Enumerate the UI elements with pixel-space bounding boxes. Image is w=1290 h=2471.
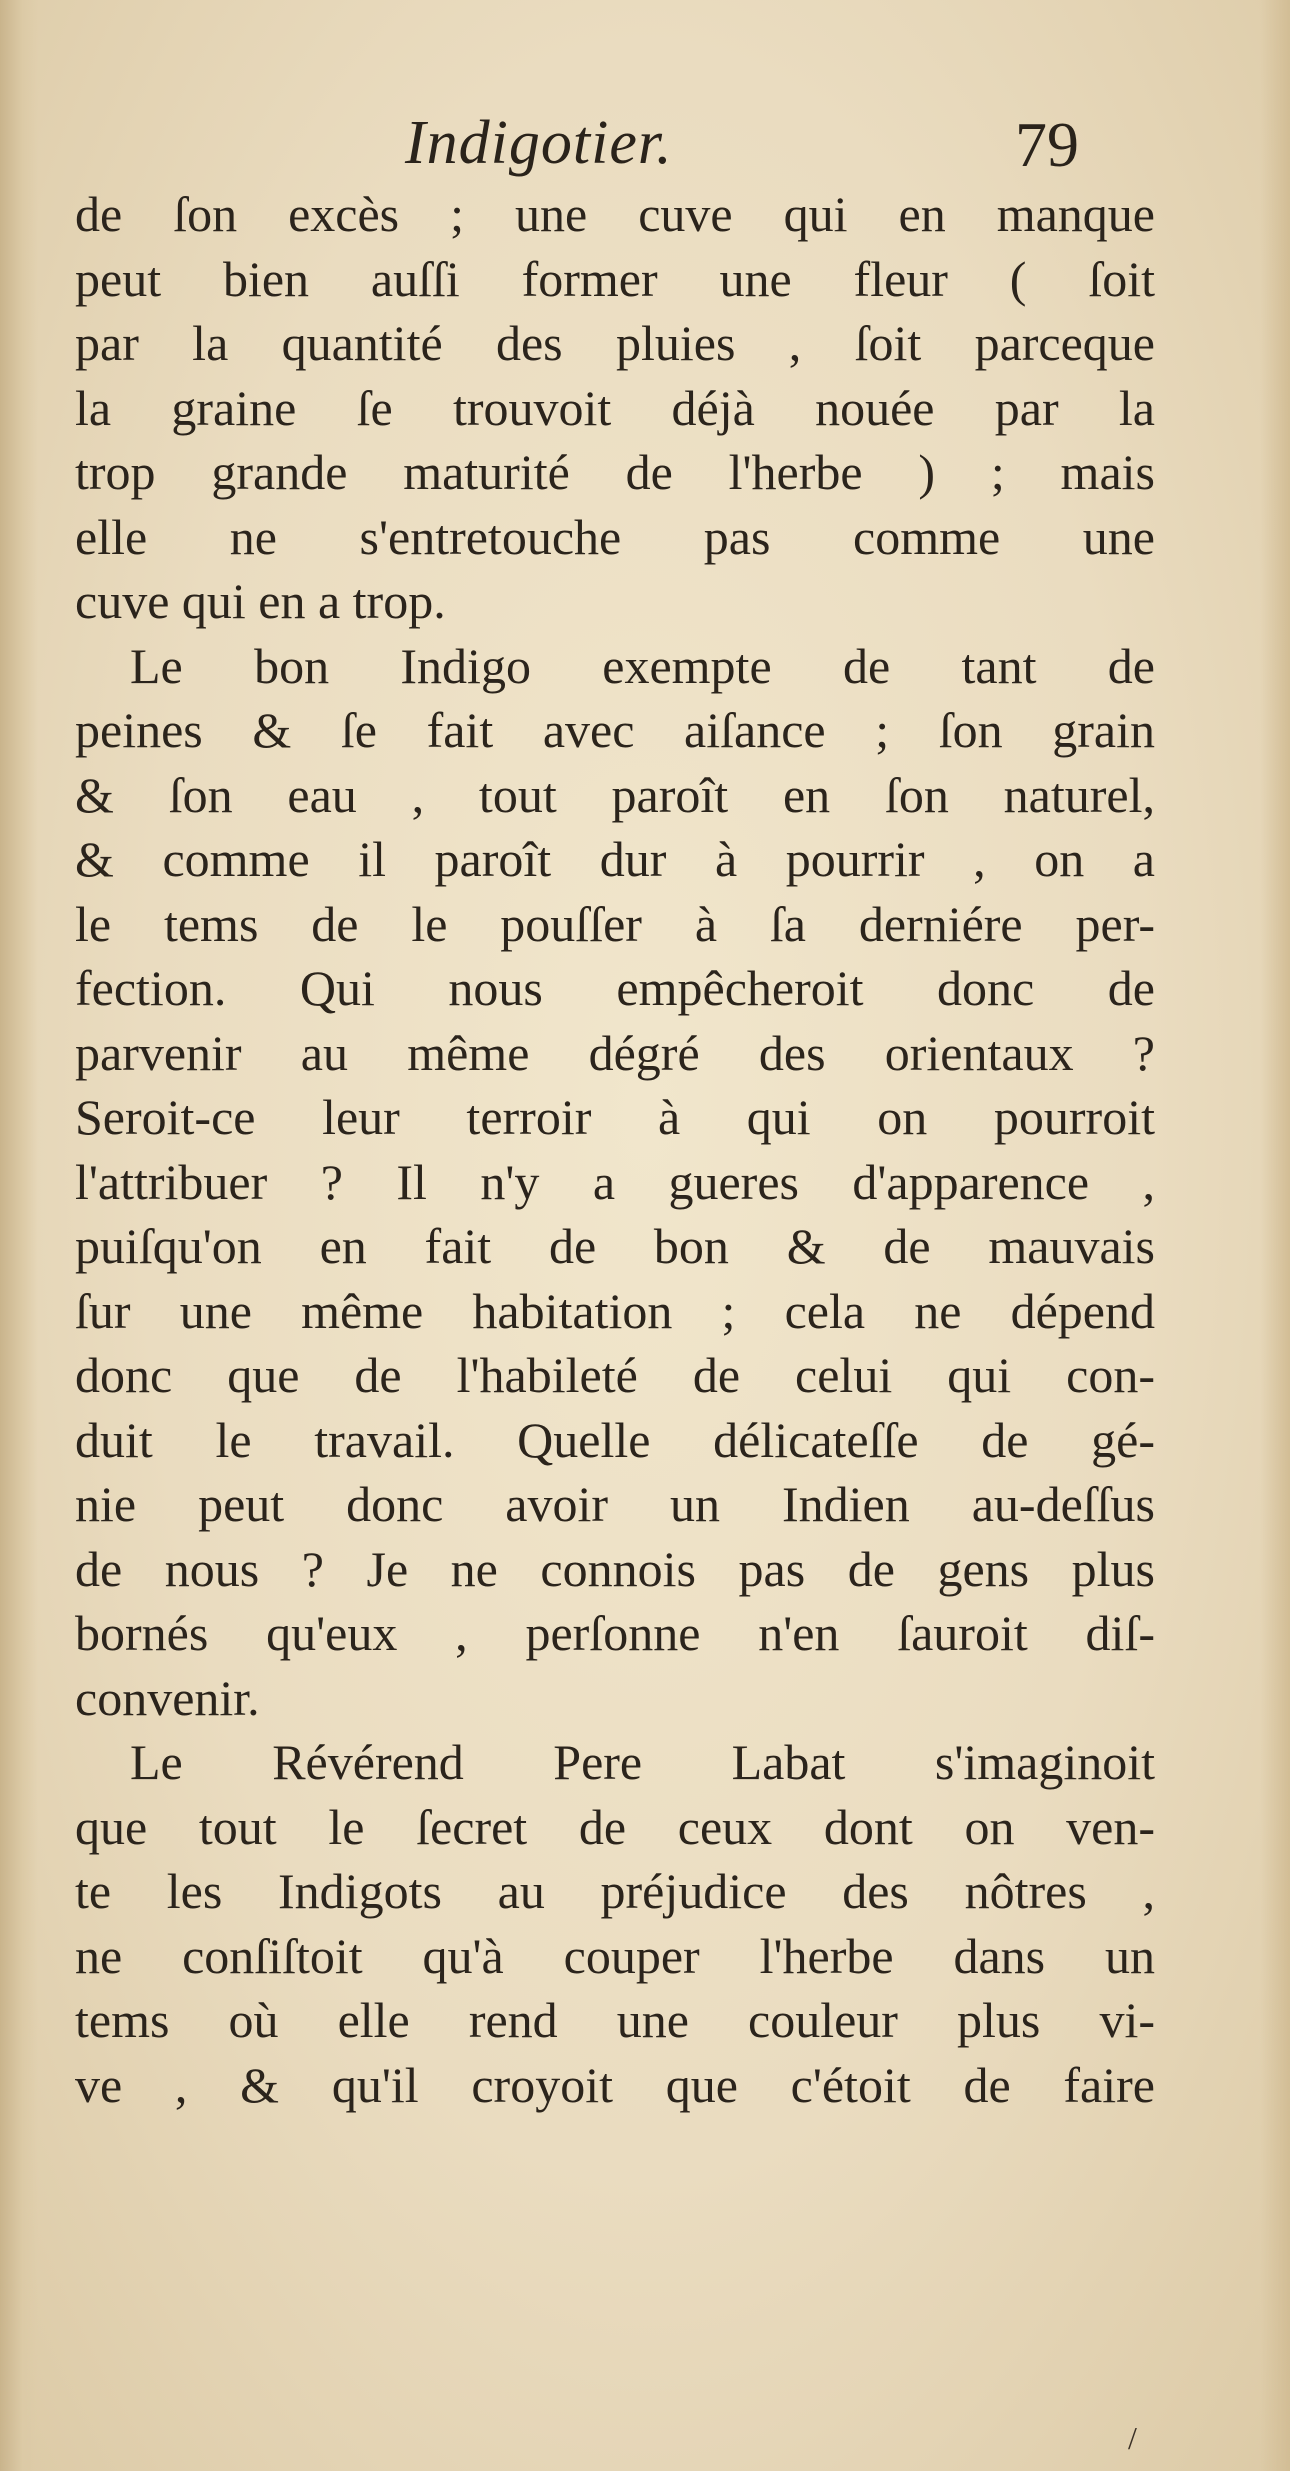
text-line: donc que de l'habileté de celui qui con- <box>75 1347 1155 1403</box>
text-line: ſur une même habitation ; cela ne dépend <box>75 1282 1155 1339</box>
text-line: peines & ſe fait avec aiſance ; ſon grain <box>75 702 1155 758</box>
running-title: Indigotier. <box>405 109 673 177</box>
text-line: & ſon eau , tout paroît en ſon naturel, <box>75 766 1155 823</box>
text-line: duit le travail. Quelle délicateſſe de gé- <box>75 1411 1155 1468</box>
page-number: 79 <box>1015 109 1079 180</box>
page-gutter-shadow <box>0 0 38 2471</box>
text-line: & comme il paroît dur à pourrir , on a <box>75 831 1155 887</box>
text-line: bornés qu'eux , perſonne n'en ſauroit diſ- <box>75 1605 1155 1661</box>
text-line: puiſqu'on en fait de bon & de mauvais <box>75 1218 1155 1274</box>
text-line: que tout le ſecret de ceux dont on ven- <box>75 1798 1155 1855</box>
text-line: de ſon excès ; une cuve qui en manque <box>75 186 1155 242</box>
text-line: elle ne s'entretouche pas comme une <box>75 508 1155 565</box>
text-line: te les Indigots au préjudice des nôtres , <box>75 1863 1155 1919</box>
text-line: ve , & qu'il croyoit que c'étoit de faire <box>75 2056 1155 2113</box>
text-line: convenir. <box>75 1669 260 1726</box>
printer-mark: / <box>1128 2420 1137 2456</box>
text-line: par la quantité des pluies , ſoit parceque <box>75 315 1155 371</box>
paragraph-start-line: Le Révérend Pere Labat s'imaginoit <box>130 1734 1155 1790</box>
running-head <box>75 108 1155 178</box>
paragraph-start-line: Le bon Indigo exempte de tant de <box>130 637 1155 694</box>
text-line: fection. Qui nous empêcheroit donc de <box>75 960 1155 1016</box>
text-line: nie peut donc avoir un Indien au-deſſus <box>75 1476 1155 1532</box>
text-line: Seroit-ce leur terroir à qui on pourroit <box>75 1089 1155 1145</box>
text-line: peut bien auſſi former une fleur ( ſoit <box>75 250 1155 307</box>
text-line: parvenir au même dégré des orientaux ? <box>75 1024 1155 1081</box>
text-line: cuve qui en a trop. <box>75 573 446 629</box>
text-line: trop grande maturité de l'herbe ) ; mais <box>75 444 1155 500</box>
text-line: tems où elle rend une couleur plus vi- <box>75 1992 1155 2048</box>
body-text <box>75 182 1155 2117</box>
page-edge-shadow <box>1260 0 1290 2471</box>
text-line: le tems de le pouſſer à ſa derniére per- <box>75 895 1155 952</box>
text-line: l'attribuer ? Il n'y a gueres d'apparence , <box>75 1153 1155 1210</box>
text-line: la graine ſe trouvoit déjà nouée par la <box>75 379 1155 436</box>
text-line: ne conſiſtoit qu'à couper l'herbe dans un <box>75 1927 1155 1984</box>
text-line: de nous ? Je ne connois pas de gens plus <box>75 1540 1155 1597</box>
